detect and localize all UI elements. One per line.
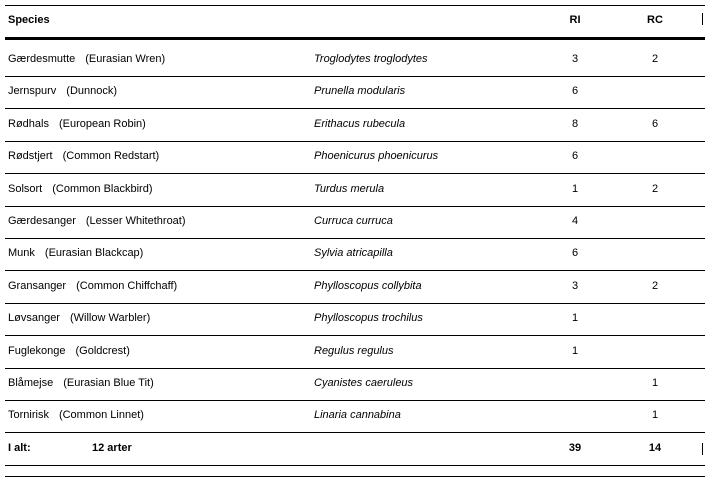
latin-name: Erithacus rubecula xyxy=(314,118,406,130)
rc-total: 14 xyxy=(648,442,662,454)
danish-name: Gærdesanger xyxy=(8,215,76,227)
english-name: (Eurasian Blackcap) xyxy=(44,247,144,259)
danish-name: Jernspurv xyxy=(8,85,57,97)
ri-total: 39 xyxy=(568,442,582,454)
danish-name: Solsort xyxy=(8,183,43,195)
rc-value: 1 xyxy=(651,377,659,389)
rc-value: 1 xyxy=(651,409,659,421)
latin-name: Prunella modularis xyxy=(314,85,406,97)
ri-value: 6 xyxy=(571,247,579,259)
english-name: (Goldcrest) xyxy=(75,345,130,357)
english-name: (Common Redstart) xyxy=(62,150,160,162)
rc-value xyxy=(643,335,667,367)
species-name xyxy=(8,140,159,172)
rc-value xyxy=(643,205,667,237)
danish-name: Løvsanger xyxy=(8,312,60,324)
table-row xyxy=(0,205,705,237)
latin-name: Phylloscopus trochilus xyxy=(314,312,423,324)
rc-value xyxy=(643,140,667,172)
header-species: Species xyxy=(8,14,50,26)
table-row xyxy=(0,335,705,367)
latin-name: Sylvia atricapilla xyxy=(314,247,393,259)
ri-value: 3 xyxy=(571,280,579,292)
english-name: (Common Linnet) xyxy=(58,409,144,421)
ri-value: 6 xyxy=(571,150,579,162)
latin-name: Troglodytes troglodytes xyxy=(314,53,428,65)
species-name xyxy=(8,173,153,205)
header-rc: RC xyxy=(647,14,663,26)
species-count: 12 arter xyxy=(92,442,132,454)
table-row xyxy=(0,43,705,75)
danish-name: Rødhals xyxy=(8,118,49,130)
danish-name: Rødstjert xyxy=(8,150,53,162)
latin-name: Linaria cannabina xyxy=(314,409,401,421)
table-row xyxy=(0,237,705,269)
latin-name: Phoenicurus phoenicurus xyxy=(314,150,439,162)
ri-value: 4 xyxy=(571,215,579,227)
species-name xyxy=(8,108,146,140)
species-name xyxy=(8,367,154,399)
danish-name: Gærdesmutte xyxy=(8,53,76,65)
latin-name: Turdus merula xyxy=(314,183,385,195)
total-label: I alt: xyxy=(8,442,31,454)
english-name: (Lesser Whitethroat) xyxy=(85,215,186,227)
table-footer xyxy=(0,432,705,464)
english-name: (Willow Warbler) xyxy=(69,312,151,324)
table-row xyxy=(0,108,705,140)
footer-bottom-rule xyxy=(5,465,705,466)
latin-name: Phylloscopus collybita xyxy=(314,280,422,292)
danish-name: Munk xyxy=(8,247,35,259)
table-header xyxy=(0,4,705,36)
ri-value: 1 xyxy=(571,183,579,195)
english-name: (European Robin) xyxy=(58,118,146,130)
table-row xyxy=(0,367,705,399)
species-name xyxy=(8,237,143,269)
ri-value: 8 xyxy=(571,118,579,130)
ri-value: 3 xyxy=(571,53,579,65)
english-name: (Common Chiffchaff) xyxy=(76,280,178,292)
english-name: (Dunnock) xyxy=(66,85,118,97)
table-row xyxy=(0,140,705,172)
ri-value xyxy=(563,367,587,399)
species-name xyxy=(8,270,177,302)
danish-name: Gransanger xyxy=(8,280,67,292)
rc-value xyxy=(643,237,667,269)
latin-name: Curruca curruca xyxy=(314,215,393,227)
latin-name: Regulus regulus xyxy=(314,345,394,357)
latin-name: Cyanistes caeruleus xyxy=(314,377,414,389)
table-row xyxy=(0,173,705,205)
english-name: (Common Blackbird) xyxy=(52,183,153,195)
ri-value: 1 xyxy=(571,345,579,357)
species-name xyxy=(8,335,130,367)
table-bottom-rule xyxy=(5,476,705,477)
table-row xyxy=(0,302,705,334)
table-row xyxy=(0,75,705,107)
header-rule xyxy=(5,37,705,40)
english-name: (Eurasian Blue Tit) xyxy=(63,377,154,389)
species-name xyxy=(8,43,165,75)
ri-value xyxy=(563,399,587,431)
rc-value xyxy=(643,75,667,107)
english-name: (Eurasian Wren) xyxy=(85,53,166,65)
header-ri: RI xyxy=(569,14,581,26)
ri-value: 6 xyxy=(571,85,579,97)
danish-name: Fuglekonge xyxy=(8,345,66,357)
rc-value: 2 xyxy=(651,280,659,292)
rc-value xyxy=(643,302,667,334)
rc-value: 6 xyxy=(651,118,659,130)
species-name xyxy=(8,302,150,334)
species-name xyxy=(8,205,186,237)
danish-name: Tornirisk xyxy=(8,409,49,421)
table-row xyxy=(0,399,705,431)
danish-name: Blåmejse xyxy=(8,377,54,389)
species-name xyxy=(8,75,117,107)
ri-value: 1 xyxy=(571,312,579,324)
rc-value: 2 xyxy=(651,53,659,65)
table-row xyxy=(0,270,705,302)
rc-value: 2 xyxy=(651,183,659,195)
species-name xyxy=(8,399,144,431)
